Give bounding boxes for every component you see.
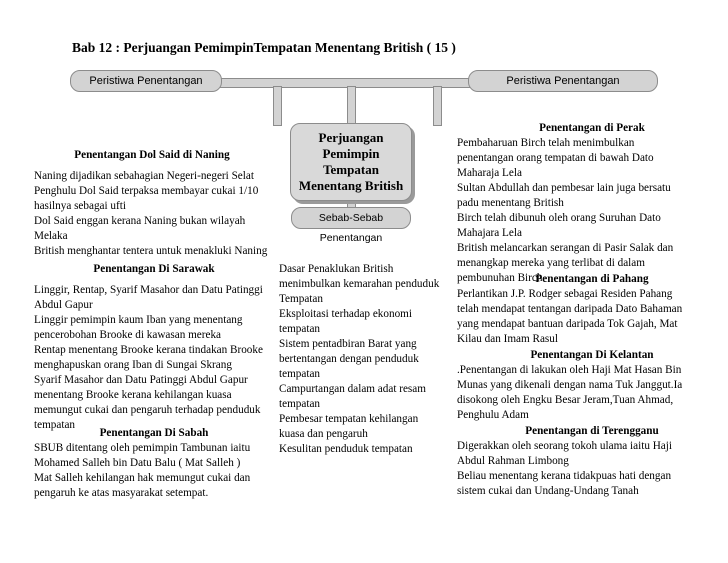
center-line-4: Menentang British — [298, 178, 404, 193]
section-line: Pembesar tempatan kehilangan — [279, 413, 419, 425]
section-line: pencerobohan Brooke di kawasan mereka — [34, 329, 222, 341]
connector-right-vertical — [433, 86, 442, 126]
connector-mid-vertical — [347, 86, 356, 126]
section-line: Kesulitan penduduk tempatan — [279, 443, 413, 455]
section-line: penentangan orang tempatan di bawah Dato — [457, 152, 654, 164]
section-sabah — [34, 426, 274, 501]
section-line: tempatan — [279, 368, 321, 380]
section-heading: Penentangan di Pahang — [535, 273, 649, 285]
section-sebab — [279, 262, 449, 457]
section-line: Melaka — [34, 230, 68, 242]
center-line-3: Tempatan — [323, 162, 379, 177]
section-line: Beliau menentang kerana tidakpuas hati dengan — [457, 470, 672, 482]
section-sarawak — [34, 262, 274, 433]
section-line: bertentangan dengan penduduk — [279, 353, 419, 365]
section-line: Penghulu Dol Said terpaksa membayar cukai 1/10 — [34, 185, 259, 197]
section-line: Naning dijadikan sebahagian Negeri-negeri Selat — [34, 170, 254, 182]
section-line: Sultan Abdullah dan pembesar lain juga bersatu — [457, 182, 671, 194]
section-line: British menghantar tentera untuk menakluki Naning — [34, 245, 268, 257]
section-line: menentang Brooke kerana kehilangan kuasa — [34, 389, 232, 401]
section-terengganu — [457, 424, 697, 499]
section-pahang — [457, 272, 697, 347]
section-line: Campurtangan dalam adat resam — [279, 383, 426, 395]
section-line: Abdul Gapur — [34, 299, 93, 311]
section-line: Birch telah dibunuh oleh orang Suruhan Dato — [457, 212, 661, 224]
section-line: Abdul Rahman Limbong — [457, 455, 569, 467]
section-heading: Penentangan di Perak — [539, 122, 645, 134]
section-line: Dasar Penaklukan British — [279, 263, 394, 275]
section-line: menimbulkan kemarahan penduduk — [279, 278, 440, 290]
section-line: Syarif Masahor dan Datu Patinggi Abdul Gapur — [34, 374, 248, 386]
section-line: Maharaja Lela — [457, 167, 522, 179]
section-line: Tempatan — [279, 293, 323, 305]
section-line: padu menentang British — [457, 197, 564, 209]
section-line: telah mendapat tentangan daripada Dato Bahaman — [457, 303, 683, 315]
section-line: Kilau dan Imam Rasul — [457, 333, 558, 345]
central-topic-box — [290, 123, 412, 201]
section-line: British melancarkan serangan di Pasir Salak dan — [457, 242, 674, 254]
peristiwa-right-label: Peristiwa Penentangan — [468, 70, 658, 92]
section-heading: Penentangan di Terengganu — [525, 425, 659, 437]
section-perak — [457, 121, 697, 286]
section-line: Linggir pemimpin kaum Iban yang menentang — [34, 314, 243, 326]
section-kelantan — [457, 348, 697, 423]
sebab-penentangan-label: Sebab-Sebab Penentangan — [291, 207, 411, 229]
section-line: Penghulu Adam — [457, 409, 529, 421]
section-line: disokong oleh Engku Besar Jeram,Tuan Ahmad, — [457, 394, 674, 406]
section-line: hasilnya sebagai ufti — [34, 200, 126, 212]
section-heading: Penentangan Di Kelantan — [530, 349, 654, 361]
center-line-1: Perjuangan — [318, 130, 384, 145]
section-line: Rentap menentang Brooke kerana tindakan Brooke — [34, 344, 263, 356]
peristiwa-left-label: Peristiwa Penentangan — [70, 70, 222, 92]
section-heading: Penentangan Dol Said di Naning — [74, 149, 230, 161]
section-line: tempatan — [34, 419, 76, 431]
section-line: Mat Salleh kehilangan hak memungut cukai dan — [34, 472, 251, 484]
section-line: Digerakkan oleh seorang tokoh ulama iaitu Haji — [457, 440, 672, 452]
section-heading: Penentangan Di Sabah — [99, 427, 209, 439]
page-title: Bab 12 : Perjuangan PemimpinTempatan Menentang British ( 15 ) — [72, 40, 456, 55]
section-line: menghapuskan orang Iban di Sungai Skrang — [34, 359, 232, 371]
section-line: memungut cukai dan pengaruh terhadap penduduk — [34, 404, 261, 416]
section-line: Eksploitasi terhadap ekonomi — [279, 308, 412, 320]
section-naning — [34, 148, 270, 259]
section-line: Dol Said enggan kerana Naning bukan wilayah — [34, 215, 246, 227]
section-line: Pembaharuan Birch telah menimbulkan — [457, 137, 635, 149]
section-line: pembunuhan Birch — [457, 272, 543, 284]
section-line: SBUB ditentang oleh pemimpin Tambunan iaitu — [34, 442, 251, 454]
connector-left-vertical — [273, 86, 282, 126]
section-line: pengaruh ke atas masyarakat setempat. — [34, 487, 209, 499]
section-line: .Penentangan di lakukan oleh Haji Mat Hasan Bin — [457, 364, 682, 376]
section-heading: Penentangan Di Sarawak — [93, 263, 215, 275]
section-line: Linggir, Rentap, Syarif Masahor dan Datu Patinggi — [34, 284, 263, 296]
section-line: Mohamed Salleh bin Datu Balu ( Mat Salleh ) — [34, 457, 241, 469]
section-line: Munas yang dikenali dengan nama Tuk Janggut.Ia — [457, 379, 683, 391]
section-line: Mahajara Lela — [457, 227, 522, 239]
section-line: sistem cukai dan Undang-Undang Tanah — [457, 485, 639, 497]
section-line: Perlantikan J.P. Rodger sebagai Residen Pahang — [457, 288, 673, 300]
section-line: yang mendapat bantuan daripada Tok Gajah, Mat — [457, 318, 678, 330]
section-line: tempatan — [279, 398, 321, 410]
section-line: tempatan — [279, 323, 321, 335]
section-line: kuasa dan pengaruh — [279, 428, 368, 440]
section-line: Sistem pentadbiran Barat yang — [279, 338, 417, 350]
section-line: menangkap mereka yang terlibat di dalam — [457, 257, 645, 269]
center-line-2: Pemimpin — [322, 146, 380, 161]
